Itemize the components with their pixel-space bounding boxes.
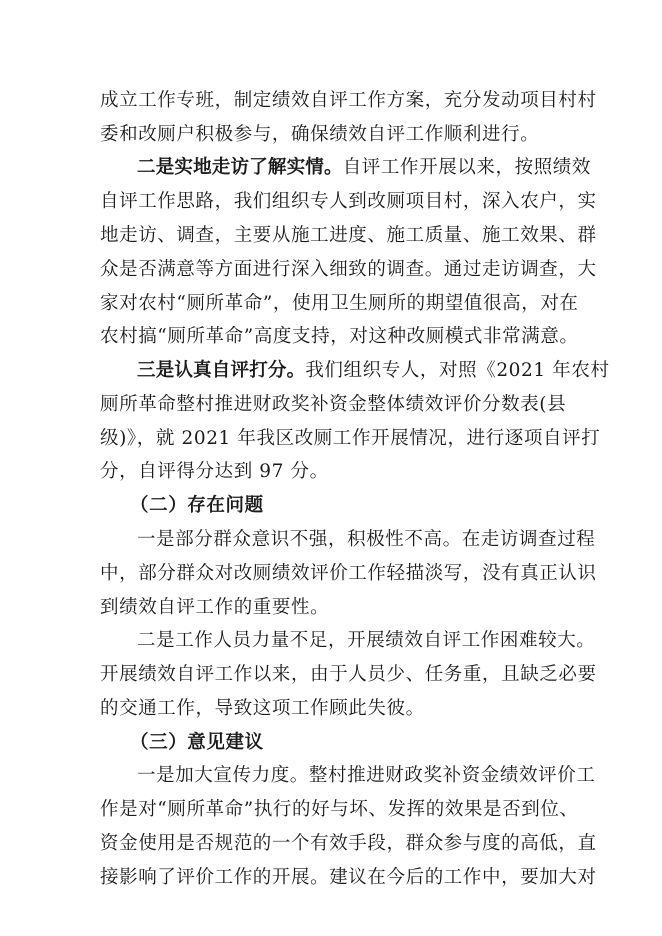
paragraph-line: 级)》，就 2021 年我区改厕工作开展情况，进行逐项自评打 (100, 428, 601, 449)
paragraph-line: 家对农村“厕所革命”，使用卫生厕所的期望值很高，对在 (100, 293, 579, 314)
paragraph-line: 的交通工作，导致这项工作顾此失彼。 (100, 698, 425, 719)
paragraph-line: 二是工作人员力量不足，开展绩效自评工作困难较大。 (137, 630, 596, 651)
section-heading-problems: （二）存在问题 (130, 495, 264, 516)
paragraph-line: 到绩效自评工作的重要性。 (100, 597, 330, 618)
paragraph-line: 资金使用是否规范的一个有效手段，群众参与度的高低，直 (100, 833, 597, 854)
paragraph-line (137, 151, 612, 185)
paragraph-line: 农村搞“厕所革命”高度支持，对这种改厕模式非常满意。 (100, 326, 579, 347)
section-heading-suggestions: （三）意见建议 (130, 732, 264, 753)
paragraph-line: 开展绩效自评工作以来，由于人员少、任务重，且缺乏必要 (100, 664, 597, 685)
paragraph-line: 自评工作思路，我们组织专人到改厕项目村，深入农户，实 (100, 191, 597, 212)
paragraph-text: 自评工作开展以来，按照绩效 (342, 157, 592, 178)
paragraph-line (137, 354, 612, 388)
paragraph-text: 我们组织专人，对照《2021 年农村 (305, 360, 610, 381)
paragraph-line: 中，部分群众对改厕绩效评价工作轻描淡写，没有真正认识 (100, 563, 597, 584)
paragraph-line: 一是部分群众意识不强，积极性不高。在走访调查过程 (137, 529, 596, 550)
paragraph-line: 委和改厕户积极参与，确保绩效自评工作顺利进行。 (100, 124, 540, 145)
paragraph-line: 接影响了评价工作的开展。建议在今后的工作中，要加大对 (100, 867, 597, 888)
paragraph-line: 众是否满意等方面进行深入细致的调查。通过走访调查，大 (100, 259, 597, 280)
paragraph-line: 成立工作专班，制定绩效自评工作方案，充分发动项目村村 (100, 90, 597, 111)
paragraph-line: 作是对“厕所革命”执行的好与坏、发挥的效果是否到位、 (100, 799, 579, 820)
paragraph-line: 分，自评得分达到 97 分。 (100, 461, 329, 482)
point-heading-inspection: 二是实地走访了解实情。 (137, 157, 343, 178)
paragraph-line: 一是加大宣传力度。整村推进财政奖补资金绩效评价工 (137, 765, 596, 786)
paragraph-line: 厕所革命整村推进财政奖补资金整体绩效评价分数表(县 (100, 394, 567, 415)
point-heading-scoring: 三是认真自评打分。 (137, 360, 306, 381)
paragraph-line: 地走访、调查，主要从施工进度、施工质量、施工效果、群 (100, 225, 597, 246)
